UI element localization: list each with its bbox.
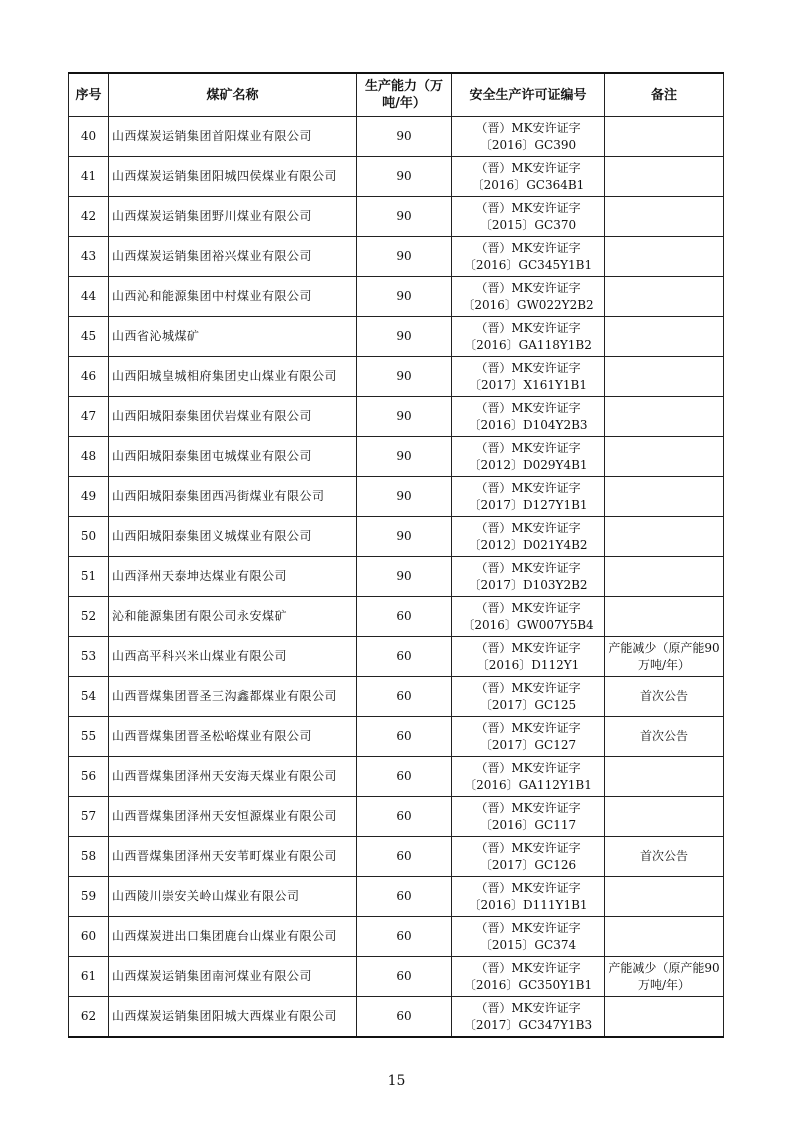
table-row: [69, 157, 724, 197]
row-remarks: [605, 277, 724, 317]
row-capacity: 60: [357, 677, 452, 717]
row-permit-number: （晋）MK安许证字〔2016〕GW007Y5B4: [452, 597, 605, 637]
row-permit-number: （晋）MK安许证字〔2016〕GA118Y1B2: [452, 317, 605, 357]
row-remarks: 首次公告: [605, 677, 724, 717]
row-permit-number: （晋）MK安许证字〔2016〕GC364B1: [452, 157, 605, 197]
row-capacity: 60: [357, 757, 452, 797]
row-serial-number: 40: [69, 117, 109, 157]
row-remarks: [605, 357, 724, 397]
header-permit-number: 安全生产许可证编号: [452, 73, 605, 117]
table-row: [69, 437, 724, 477]
row-remarks: [605, 597, 724, 637]
table-row: [69, 637, 724, 677]
table-row: [69, 197, 724, 237]
row-mine-name: 山西阳城皇城相府集团史山煤业有限公司: [109, 357, 357, 397]
row-mine-name: 山西煤炭运销集团首阳煤业有限公司: [109, 117, 357, 157]
row-permit-number: （晋）MK安许证字〔2016〕D112Y1: [452, 637, 605, 677]
row-remarks: [605, 317, 724, 357]
table-body: [69, 117, 724, 1038]
header-serial-number: 序号: [69, 73, 109, 117]
row-mine-name: 山西阳城阳泰集团伏岩煤业有限公司: [109, 397, 357, 437]
row-mine-name: 山西阳城阳泰集团屯城煤业有限公司: [109, 437, 357, 477]
row-capacity: 60: [357, 597, 452, 637]
row-remarks: [605, 997, 724, 1038]
table-row: [69, 557, 724, 597]
row-mine-name: 山西晋煤集团泽州天安苇町煤业有限公司: [109, 837, 357, 877]
row-mine-name: 山西煤炭运销集团阳城大西煤业有限公司: [109, 997, 357, 1038]
page-number: 15: [387, 1073, 406, 1089]
table-header-row: [69, 73, 724, 117]
row-capacity: 60: [357, 877, 452, 917]
row-serial-number: 43: [69, 237, 109, 277]
row-serial-number: 60: [69, 917, 109, 957]
table-row: [69, 357, 724, 397]
row-serial-number: 55: [69, 717, 109, 757]
row-permit-number: （晋）MK安许证字〔2016〕GC345Y1B1: [452, 237, 605, 277]
row-capacity: 90: [357, 437, 452, 477]
row-mine-name: 山西煤炭进出口集团鹿台山煤业有限公司: [109, 917, 357, 957]
row-mine-name: 山西晋煤集团泽州天安恒源煤业有限公司: [109, 797, 357, 837]
row-mine-name: 山西煤炭运销集团南河煤业有限公司: [109, 957, 357, 997]
coal-mine-table: [68, 72, 724, 1038]
row-capacity: 90: [357, 357, 452, 397]
row-serial-number: 45: [69, 317, 109, 357]
row-remarks: [605, 437, 724, 477]
row-remarks: [605, 517, 724, 557]
row-serial-number: 49: [69, 477, 109, 517]
row-remarks: [605, 757, 724, 797]
row-serial-number: 44: [69, 277, 109, 317]
header-remarks: 备注: [605, 73, 724, 117]
table-row: [69, 317, 724, 357]
table-row: [69, 677, 724, 717]
row-mine-name: 山西阳城阳泰集团西冯街煤业有限公司: [109, 477, 357, 517]
row-permit-number: （晋）MK安许证字〔2016〕GC117: [452, 797, 605, 837]
row-permit-number: （晋）MK安许证字〔2016〕GW022Y2B2: [452, 277, 605, 317]
row-serial-number: 58: [69, 837, 109, 877]
row-permit-number: （晋）MK安许证字〔2017〕GC126: [452, 837, 605, 877]
table-row: [69, 917, 724, 957]
row-capacity: 60: [357, 717, 452, 757]
row-permit-number: （晋）MK安许证字〔2015〕GC374: [452, 917, 605, 957]
row-mine-name: 山西阳城阳泰集团义城煤业有限公司: [109, 517, 357, 557]
row-serial-number: 54: [69, 677, 109, 717]
row-mine-name: 沁和能源集团有限公司永安煤矿: [109, 597, 357, 637]
row-serial-number: 51: [69, 557, 109, 597]
row-permit-number: （晋）MK安许证字〔2017〕GC347Y1B3: [452, 997, 605, 1038]
row-capacity: 60: [357, 837, 452, 877]
row-mine-name: 山西晋煤集团晋圣三沟鑫都煤业有限公司: [109, 677, 357, 717]
row-permit-number: （晋）MK安许证字〔2016〕D111Y1B1: [452, 877, 605, 917]
row-mine-name: 山西煤炭运销集团野川煤业有限公司: [109, 197, 357, 237]
row-capacity: 90: [357, 397, 452, 437]
row-capacity: 90: [357, 277, 452, 317]
table-row: [69, 597, 724, 637]
row-capacity: 90: [357, 157, 452, 197]
row-mine-name: 山西晋煤集团晋圣松峪煤业有限公司: [109, 717, 357, 757]
row-capacity: 90: [357, 317, 452, 357]
table-row: [69, 837, 724, 877]
table-row: [69, 477, 724, 517]
table-row: [69, 517, 724, 557]
row-remarks: [605, 477, 724, 517]
row-permit-number: （晋）MK安许证字〔2012〕D021Y4B2: [452, 517, 605, 557]
row-serial-number: 42: [69, 197, 109, 237]
row-serial-number: 57: [69, 797, 109, 837]
row-mine-name: 山西沁和能源集团中村煤业有限公司: [109, 277, 357, 317]
row-remarks: 首次公告: [605, 717, 724, 757]
row-remarks: [605, 397, 724, 437]
row-permit-number: （晋）MK安许证字〔2016〕GC350Y1B1: [452, 957, 605, 997]
row-capacity: 90: [357, 197, 452, 237]
row-permit-number: （晋）MK安许证字〔2015〕GC370: [452, 197, 605, 237]
row-permit-number: （晋）MK安许证字〔2016〕GC390: [452, 117, 605, 157]
row-capacity: 60: [357, 997, 452, 1038]
row-capacity: 60: [357, 957, 452, 997]
row-capacity: 90: [357, 477, 452, 517]
row-mine-name: 山西晋煤集团泽州天安海天煤业有限公司: [109, 757, 357, 797]
row-permit-number: （晋）MK安许证字〔2017〕D103Y2B2: [452, 557, 605, 597]
table-row: [69, 797, 724, 837]
row-serial-number: 41: [69, 157, 109, 197]
row-permit-number: （晋）MK安许证字〔2017〕X161Y1B1: [452, 357, 605, 397]
row-remarks: 产能减少（原产能90万吨/年）: [605, 957, 724, 997]
table-row: [69, 997, 724, 1038]
row-serial-number: 59: [69, 877, 109, 917]
table-row: [69, 757, 724, 797]
row-remarks: [605, 917, 724, 957]
row-serial-number: 46: [69, 357, 109, 397]
row-mine-name: 山西煤炭运销集团阳城四侯煤业有限公司: [109, 157, 357, 197]
row-mine-name: 山西高平科兴米山煤业有限公司: [109, 637, 357, 677]
header-capacity: 生产能力（万吨/年）: [357, 73, 452, 117]
row-serial-number: 50: [69, 517, 109, 557]
row-permit-number: （晋）MK安许证字〔2016〕GA112Y1B1: [452, 757, 605, 797]
row-serial-number: 48: [69, 437, 109, 477]
row-remarks: [605, 797, 724, 837]
row-capacity: 60: [357, 637, 452, 677]
row-remarks: 产能减少（原产能90万吨/年）: [605, 637, 724, 677]
row-mine-name: 山西省沁城煤矿: [109, 317, 357, 357]
table-row: [69, 877, 724, 917]
row-capacity: 90: [357, 237, 452, 277]
table-row: [69, 397, 724, 437]
row-remarks: 首次公告: [605, 837, 724, 877]
row-permit-number: （晋）MK安许证字〔2016〕D104Y2B3: [452, 397, 605, 437]
row-serial-number: 56: [69, 757, 109, 797]
row-capacity: 60: [357, 797, 452, 837]
row-mine-name: 山西泽州天泰坤达煤业有限公司: [109, 557, 357, 597]
row-remarks: [605, 557, 724, 597]
row-remarks: [605, 197, 724, 237]
row-serial-number: 53: [69, 637, 109, 677]
row-mine-name: 山西煤炭运销集团裕兴煤业有限公司: [109, 237, 357, 277]
row-serial-number: 61: [69, 957, 109, 997]
row-permit-number: （晋）MK安许证字〔2017〕GC127: [452, 717, 605, 757]
row-remarks: [605, 237, 724, 277]
row-serial-number: 52: [69, 597, 109, 637]
header-mine-name: 煤矿名称: [109, 73, 357, 117]
row-remarks: [605, 157, 724, 197]
row-permit-number: （晋）MK安许证字〔2017〕GC125: [452, 677, 605, 717]
row-remarks: [605, 117, 724, 157]
row-permit-number: （晋）MK安许证字〔2012〕D029Y4B1: [452, 437, 605, 477]
row-serial-number: 62: [69, 997, 109, 1038]
table-row: [69, 277, 724, 317]
row-serial-number: 47: [69, 397, 109, 437]
row-capacity: 60: [357, 917, 452, 957]
row-permit-number: （晋）MK安许证字〔2017〕D127Y1B1: [452, 477, 605, 517]
table-row: [69, 957, 724, 997]
row-mine-name: 山西陵川崇安关岭山煤业有限公司: [109, 877, 357, 917]
table-row: [69, 237, 724, 277]
table-row: [69, 117, 724, 157]
table-row: [69, 717, 724, 757]
row-remarks: [605, 877, 724, 917]
row-capacity: 90: [357, 517, 452, 557]
row-capacity: 90: [357, 117, 452, 157]
row-capacity: 90: [357, 557, 452, 597]
